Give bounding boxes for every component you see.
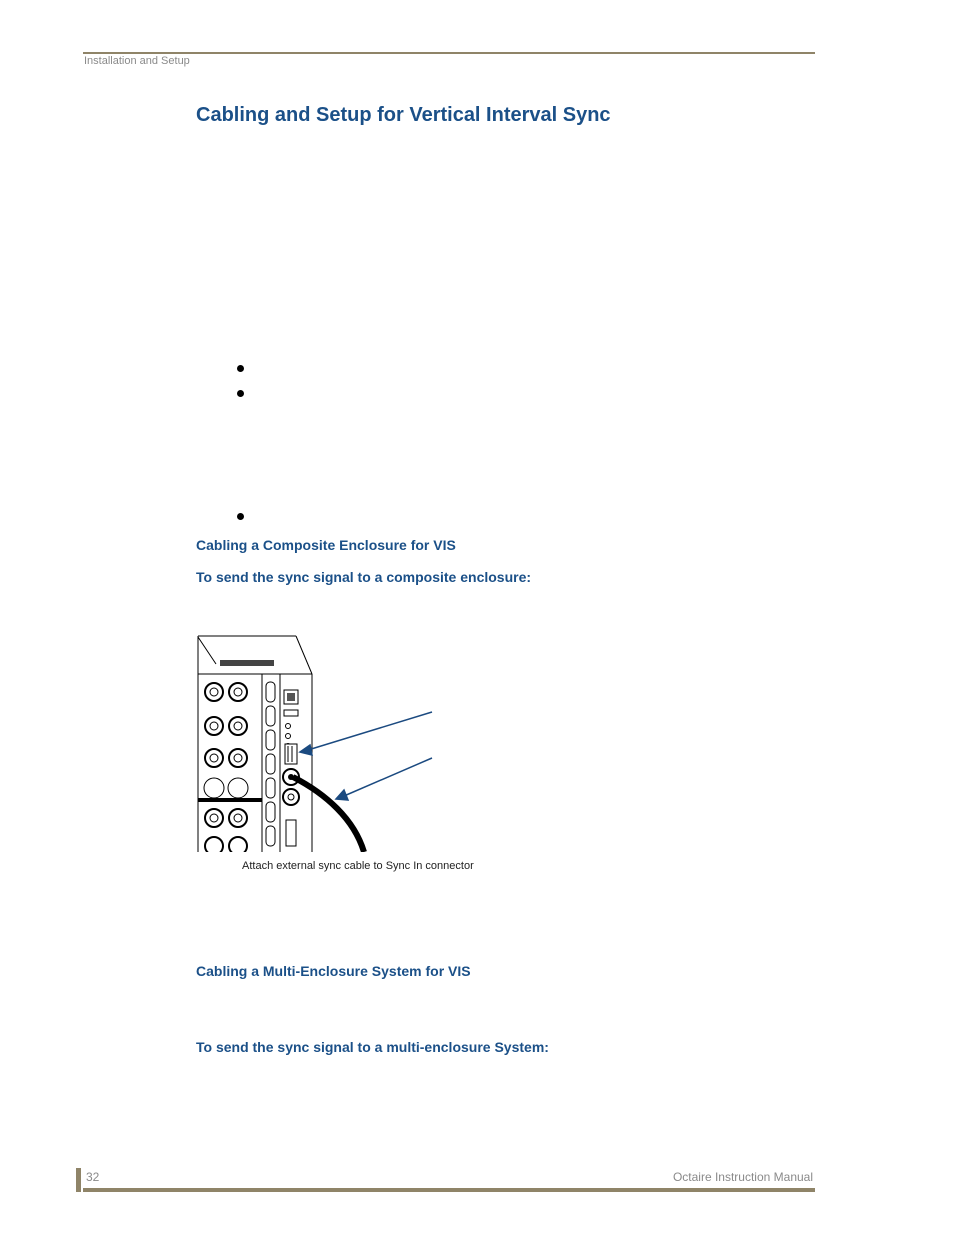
footer-tick: [76, 1168, 81, 1192]
page-number: 32: [86, 1170, 100, 1184]
bullet-marker: [237, 390, 244, 397]
footer-rule: [83, 1188, 815, 1192]
procedure-heading-multi-enclosure: To send the sync signal to a multi-enclosure System:: [196, 1039, 549, 1055]
manual-name: Octaire Instruction Manual: [672, 1170, 813, 1184]
section-heading-composite: Cabling a Composite Enclosure for VIS: [196, 537, 456, 553]
header-rule: [83, 52, 815, 54]
bullet-marker: [237, 365, 244, 372]
procedure-heading-composite: To send the sync signal to a composite enclosure:: [196, 569, 532, 585]
running-header: Installation and Setup: [84, 55, 190, 67]
section-heading-multi-enclosure: Cabling a Multi-Enclosure System for VIS: [196, 963, 471, 979]
bullet-marker: [237, 513, 244, 520]
enclosure-rear-panel-figure: [196, 634, 436, 852]
page-title: Cabling and Setup for Vertical Interval Sync: [196, 104, 611, 126]
figure-caption: Attach external sync cable to Sync In connector: [242, 860, 474, 872]
